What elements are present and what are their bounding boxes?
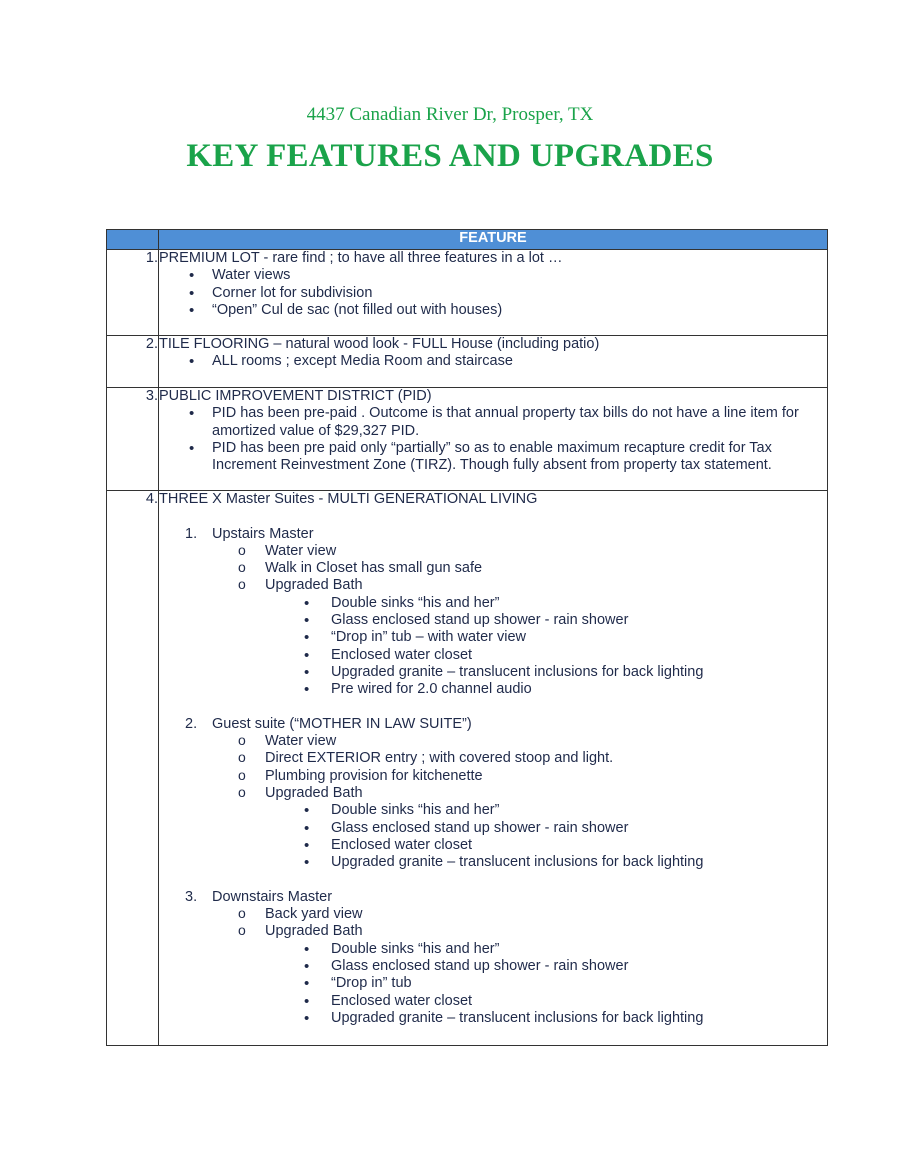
- list-item: • Pre wired for 2.0 channel audio: [159, 681, 827, 698]
- list-item: • Double sinks “his and her”: [159, 595, 827, 612]
- suite-name: Guest suite (“MOTHER IN LAW SUITE”): [212, 715, 472, 732]
- features-table: [106, 229, 828, 1046]
- list-item: • PID has been pre-paid . Outcome is that annual property tax bills do not have a line item for amortized value of $29,327 PID.: [159, 405, 827, 440]
- list-item: • Enclosed water closet: [159, 647, 827, 664]
- page-title: KEY FEATURES AND UPGRADES: [186, 138, 714, 174]
- feature-heading: TILE FLOORING – natural wood look - FULL House (including patio): [159, 336, 600, 352]
- feature-heading: PUBLIC IMPROVEMENT DISTRICT (PID): [159, 388, 432, 404]
- list-item: • Glass enclosed stand up shower - rain shower: [159, 612, 827, 629]
- number-column-header: [107, 230, 159, 250]
- list-item: • Upgraded granite – translucent inclusions for back lighting: [159, 854, 827, 871]
- row-number: 2.: [107, 336, 159, 388]
- suite-name: Downstairs Master: [212, 888, 333, 905]
- list-item: • Enclosed water closet: [159, 993, 827, 1010]
- row-number: 4.: [107, 491, 159, 1046]
- list-item: o Upgraded Bath: [159, 577, 827, 594]
- list-item: • Glass enclosed stand up shower - rain shower: [159, 958, 827, 975]
- list-item: o Walk in Closet has small gun safe: [159, 560, 827, 577]
- list-item: o Direct EXTERIOR entry ; with covered stoop and light.: [159, 750, 827, 767]
- feature-column-header: FEATURE: [159, 230, 828, 250]
- list-item: • Enclosed water closet: [159, 837, 827, 854]
- list-item: • Glass enclosed stand up shower - rain shower: [159, 820, 827, 837]
- suite-name: Upstairs Master: [212, 525, 314, 542]
- suite-number: 3.: [185, 888, 198, 905]
- list-item: • “Drop in” tub – with water view: [159, 629, 827, 646]
- feature-heading: THREE X Master Suites - MULTI GENERATIONAL LIVING: [159, 491, 538, 507]
- suite-heading: [159, 526, 827, 543]
- list-item: • Double sinks “his and her”: [159, 802, 827, 819]
- list-item: • Corner lot for subdivision: [159, 285, 827, 302]
- table-row: [107, 336, 828, 388]
- list-item: • ALL rooms ; except Media Room and staircase: [159, 353, 827, 370]
- list-item: o Upgraded Bath: [159, 785, 827, 802]
- row-content: [159, 336, 828, 388]
- row-number: 1.: [107, 250, 159, 336]
- list-item: • “Open” Cul de sac (not filled out with houses): [159, 302, 827, 319]
- table-row: [107, 250, 828, 336]
- row-content: [159, 388, 828, 491]
- list-item: • Double sinks “his and her”: [159, 941, 827, 958]
- table-row: [107, 491, 828, 1046]
- suite-heading: [159, 889, 827, 906]
- list-item: o Upgraded Bath: [159, 923, 827, 940]
- list-item: • PID has been pre paid only “partially” so as to enable maximum recapture credit for Tax Increment Reinvestment Zone (TIRZ). Though fully absent from property tax statement.: [159, 440, 827, 475]
- list-item: • Upgraded granite – translucent inclusions for back lighting: [159, 664, 827, 681]
- suite-number: 1.: [185, 525, 198, 542]
- list-item: • Water views: [159, 267, 827, 284]
- row-content: [159, 250, 828, 336]
- table-header-row: [107, 230, 828, 250]
- table-row: [107, 388, 828, 491]
- list-item: • “Drop in” tub: [159, 975, 827, 992]
- list-item: • Upgraded granite – translucent inclusions for back lighting: [159, 1010, 827, 1027]
- suite-heading: [159, 716, 827, 733]
- list-item: o Water view: [159, 543, 827, 560]
- property-address: 4437 Canadian River Dr, Prosper, TX: [306, 104, 594, 125]
- row-number: 3.: [107, 388, 159, 491]
- feature-heading: PREMIUM LOT - rare find ; to have all three features in a lot …: [159, 250, 563, 266]
- suite-number: 2.: [185, 715, 198, 732]
- list-item: o Water view: [159, 733, 827, 750]
- list-item: o Plumbing provision for kitchenette: [159, 768, 827, 785]
- row-content: [159, 491, 828, 1046]
- list-item: o Back yard view: [159, 906, 827, 923]
